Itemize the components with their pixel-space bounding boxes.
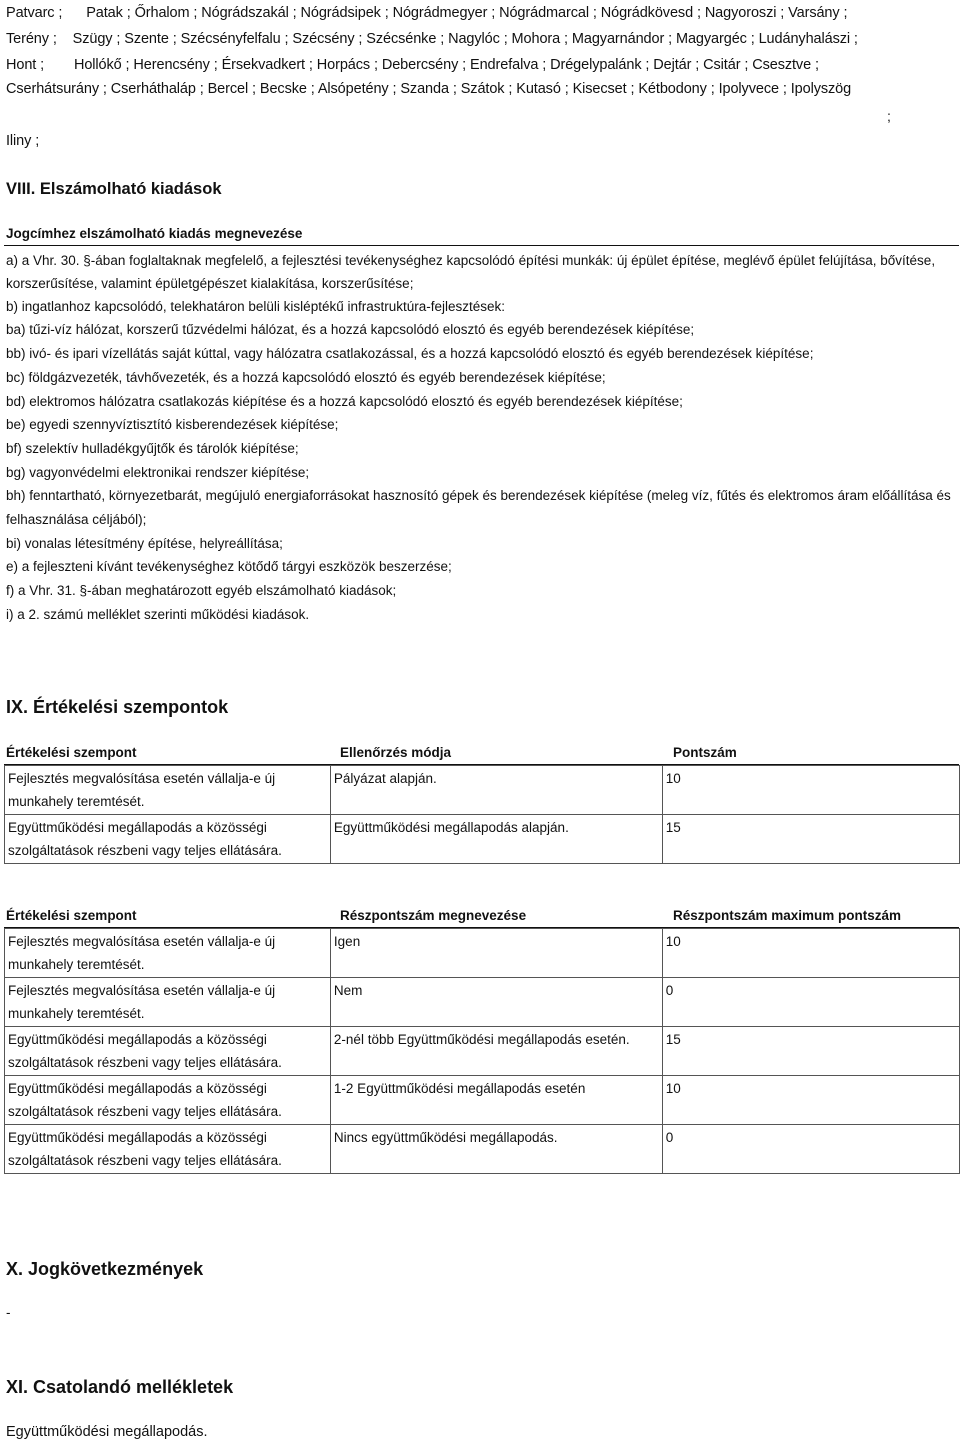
expense-line: e) a fejleszteni kívánt tevékenységhez kötődő tárgyi eszközök beszerzése; (6, 559, 452, 574)
divider (4, 245, 959, 246)
expense-line: bc) földgázvezeték, távhővezeték, és a hozzá kapcsolódó elosztó és egyéb berendezések kiépítése; (6, 370, 606, 385)
table-cell: 10 (662, 1076, 959, 1125)
expense-line: b) ingatlanhoz kapcsolódó, telekhatáron belüli kisléptékű infrastruktúra-fejlesztések: (6, 299, 506, 314)
table-cell: Együttműködési megállapodás a közösségi szolgáltatások részbeni vagy teljes ellátására. (5, 1076, 331, 1125)
table-cell: 0 (662, 1125, 959, 1174)
table-cell: Együttműködési megállapodás a közösségi szolgáltatások részbeni vagy teljes ellátására. (5, 1027, 331, 1076)
expense-line: be) egyedi szennyvíztisztító kisberendezések kiépítése; (6, 417, 339, 432)
settlement-row (6, 5, 847, 21)
section-title: VIII. Elszámolható kiadások (6, 180, 222, 198)
table-row (5, 929, 960, 978)
table-row (5, 978, 960, 1027)
section-body: Együttműködési megállapodás. (6, 1424, 208, 1440)
table-row (5, 1076, 960, 1125)
table-header: Részpontszám maximum pontszám (673, 908, 902, 923)
settlement-row-first: Terény ; (6, 31, 57, 47)
settlement-row-rest: Hollókő ; Herencsény ; Érsekvadkert ; Horpács ; Debercsény ; Endrefalva ; Drégelypalánk ; Dejtár ; Csitár ; Csesztve ; (73, 57, 819, 73)
section-title: X. Jogkövetkezmények (6, 1259, 204, 1279)
settlement-row-rest: Szügy ; Szente ; Szécsényfelfalu ; Szécsény ; Szécsénke ; Nagylóc ; Mohora ; Magyarnándor ; Magyargéc ; Ludányhalászi ; (72, 31, 858, 47)
table-cell: 15 (662, 1027, 959, 1076)
table-header: Értékelési szempont (6, 745, 137, 760)
table-cell: Fejlesztés megvalósítása esetén vállalja-e új munkahely teremtését. (5, 766, 331, 815)
table-cell: Együttműködési megállapodás alapján. (330, 815, 662, 864)
settlement-trailing-semicolon: ; (887, 108, 891, 124)
expense-line: bb) ivó- és ipari vízellátás saját kúttal, vagy hálózatra csatlakozással, és a hozzá kapcsolódó elosztó és egyéb berendezések kiépítése; (6, 346, 814, 361)
section-body: - (6, 1305, 11, 1320)
table-cell: 10 (662, 929, 959, 978)
table-cell: Igen (330, 929, 662, 978)
section-title: IX. Értékelési szempontok (6, 697, 229, 717)
expense-line: bg) vagyonvédelmi elektronikai rendszer kiépítése; (6, 465, 310, 480)
table-cell: 1-2 Együttműködési megállapodás esetén (330, 1076, 662, 1125)
settlement-row-first: Hont ; (6, 57, 45, 73)
expense-line: a) a Vhr. 30. §-ában foglaltaknak megfelelő, a fejlesztési tevékenységhez kapcsolódó építési munkák: új épület építése, meglévő épület felújítása, bővítése, (6, 253, 936, 268)
expense-line: felhasználása céljából); (6, 512, 147, 527)
expense-line: f) a Vhr. 31. §-ában meghatározott egyéb elszámolható kiadások; (6, 583, 397, 598)
table-cell: Együttműködési megállapodás a közösségi szolgáltatások részbeni vagy teljes ellátására. (5, 1125, 331, 1174)
expense-line: korszerűsítése, valamint épületgépészet kialakítása, korszerűsítése; (6, 276, 414, 291)
table-row (5, 815, 960, 864)
table-row (5, 766, 960, 815)
settlement-row (6, 57, 819, 73)
section-title: XI. Csatolandó mellékletek (6, 1377, 234, 1397)
settlement-row: Iliny ; (6, 133, 40, 149)
section-subtitle: Jogcímhez elszámolható kiadás megnevezése (6, 226, 303, 241)
table-row (5, 1125, 960, 1174)
table-cell: 10 (662, 766, 959, 815)
expense-line: ba) tűzi-víz hálózat, korszerű tűzvédelmi hálózat, és a hozzá kapcsolódó elosztó és egyéb berendezések kiépítése; (6, 322, 695, 337)
expense-line: bf) szelektív hulladékgyűjtők és tárolók kiépítése; (6, 441, 299, 456)
expense-line: bh) fenntartható, környezetbarát, megújuló energiaforrásokat hasznosító gépek és berendezések kiépítése (meleg víz, fűtés és elektromos áram előállítása és (6, 488, 951, 503)
table-cell: Nem (330, 978, 662, 1027)
table-cell: Pályázat alapján. (330, 766, 662, 815)
expense-line: bi) vonalas létesítmény építése, helyreállítása; (6, 536, 283, 551)
settlement-row (6, 31, 858, 47)
table-header: Ellenőrzés módja (340, 745, 452, 760)
table-header: Értékelési szempont (6, 908, 137, 923)
table-cell: 15 (662, 815, 959, 864)
settlement-row: Cserhátsurány ; Cserháthaláp ; Bercel ; Becske ; Alsópetény ; Szanda ; Szátok ; Kutasó ; Kisecset ; Kétbodony ; Ipolyvece ; Ipolyszög (6, 81, 852, 97)
table-cell: 0 (662, 978, 959, 1027)
table-cell: Fejlesztés megvalósítása esetén vállalja-e új munkahely teremtését. (5, 929, 331, 978)
table-header: Részpontszám megnevezése (340, 908, 527, 923)
table-header: Pontszám (673, 745, 737, 760)
table-cell: Nincs együttműködési megállapodás. (330, 1125, 662, 1174)
settlement-row-first: Patvarc ; (6, 5, 63, 21)
expense-line: bd) elektromos hálózatra csatlakozás kiépítése és a hozzá kapcsolódó elosztó és egyéb berendezések kiépítése; (6, 394, 683, 409)
settlement-row-rest: Patak ; Őrhalom ; Nógrádszakál ; Nógrádsipek ; Nógrádmegyer ; Nógrádmarcal ; Nógrádkövesd ; Nagyoroszi ; Varsány ; (86, 5, 848, 21)
table-cell: Együttműködési megállapodás a közösségi szolgáltatások részbeni vagy teljes ellátására. (5, 815, 331, 864)
table-cell: Fejlesztés megvalósítása esetén vállalja-e új munkahely teremtését. (5, 978, 331, 1027)
table-row (5, 1027, 960, 1076)
evaluation-table (4, 765, 960, 864)
table-cell: 2-nél több Együttműködési megállapodás esetén. (330, 1027, 662, 1076)
expense-line: i) a 2. számú melléklet szerinti működési kiadások. (6, 607, 310, 622)
subscore-table (4, 928, 960, 1174)
